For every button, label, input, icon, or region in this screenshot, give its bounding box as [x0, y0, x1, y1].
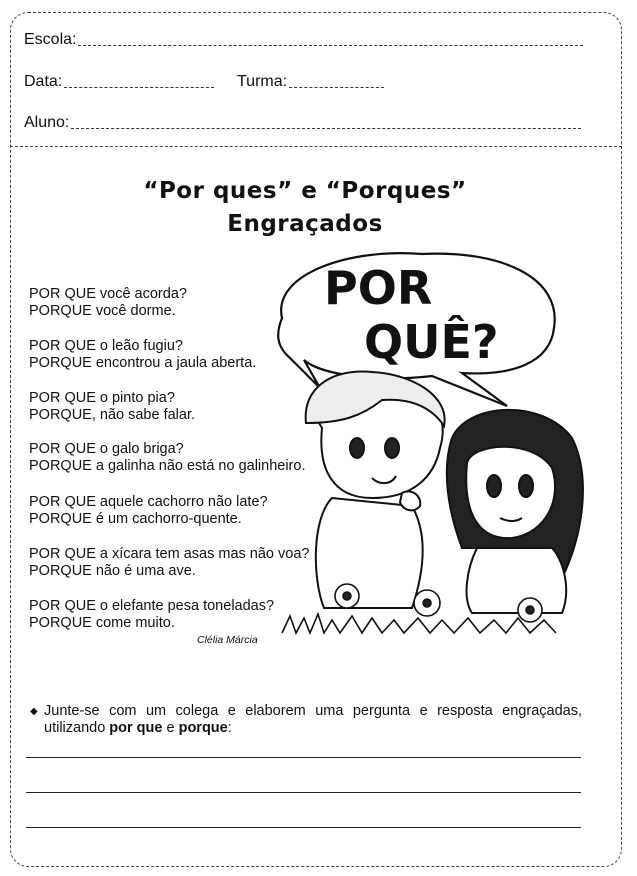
date-field[interactable] — [24, 73, 214, 91]
qa-answer: PORQUE a galinha não está no galinheiro. — [29, 458, 306, 474]
student-blank-line[interactable] — [71, 128, 581, 129]
qa-question: POR QUE você acorda? — [29, 286, 187, 302]
qa-pair — [29, 286, 187, 320]
instruction-block — [30, 703, 582, 737]
qa-pair — [29, 390, 195, 424]
answer-line[interactable] — [26, 792, 581, 793]
qa-answer: PORQUE não é uma ave. — [29, 563, 196, 579]
instruction-text-end: : — [227, 720, 232, 736]
date-blank-line[interactable] — [64, 87, 214, 88]
school-label: Escola: — [24, 31, 77, 48]
class-field[interactable] — [237, 73, 384, 91]
student-field[interactable] — [24, 114, 581, 132]
instruction-bold-por-que: por que — [109, 720, 163, 736]
header-separator — [10, 146, 622, 147]
class-blank-line[interactable] — [289, 87, 384, 88]
qa-pair — [29, 494, 268, 528]
qa-question: POR QUE o galo briga? — [29, 441, 184, 457]
qa-question: POR QUE a xícara tem asas mas não voa? — [29, 546, 310, 562]
qa-question: POR QUE o pinto pia? — [29, 390, 175, 406]
page-title-line2: Engraçados — [227, 211, 383, 237]
class-label: Turma: — [237, 73, 288, 90]
girl-figure — [447, 410, 583, 613]
qa-answer: PORQUE você dorme. — [29, 303, 176, 319]
speech-word-por: POR — [324, 261, 433, 315]
answer-line[interactable] — [26, 827, 581, 828]
answer-line[interactable] — [26, 757, 581, 758]
qa-pair — [29, 338, 256, 372]
date-label: Data: — [24, 73, 63, 90]
kids-illustration — [262, 248, 592, 648]
qa-question: POR QUE o leão fugiu? — [29, 338, 183, 354]
qa-question: POR QUE o elefante pesa toneladas? — [29, 598, 275, 614]
instruction-text-start: Junte-se com um colega e elaborem uma pergunta e resposta engraçadas, utilizando — [44, 703, 582, 736]
qa-question: POR QUE aquele cachorro não late? — [29, 494, 268, 510]
school-field[interactable] — [24, 31, 583, 49]
qa-answer: PORQUE é um cachorro-quente. — [29, 511, 242, 527]
qa-answer: PORQUE, não sabe falar. — [29, 407, 196, 423]
student-label: Aluno: — [24, 114, 70, 131]
school-blank-line[interactable] — [78, 45, 583, 46]
instruction-bold-porque: porque — [178, 720, 228, 736]
bullet-icon: ◆ — [30, 706, 38, 717]
author-credit: Clélia Márcia — [197, 634, 258, 646]
boy-figure — [306, 371, 445, 608]
qa-pair — [29, 598, 274, 632]
instruction-text — [44, 703, 582, 737]
qa-answer: PORQUE encontrou a jaula aberta. — [29, 355, 257, 371]
speech-word-que: QUÊ? — [364, 315, 499, 369]
page-title-line1: “Por ques” e “Porques” — [143, 178, 467, 204]
instruction-text-middle: e — [162, 720, 179, 736]
qa-answer: PORQUE come muito. — [29, 615, 175, 631]
